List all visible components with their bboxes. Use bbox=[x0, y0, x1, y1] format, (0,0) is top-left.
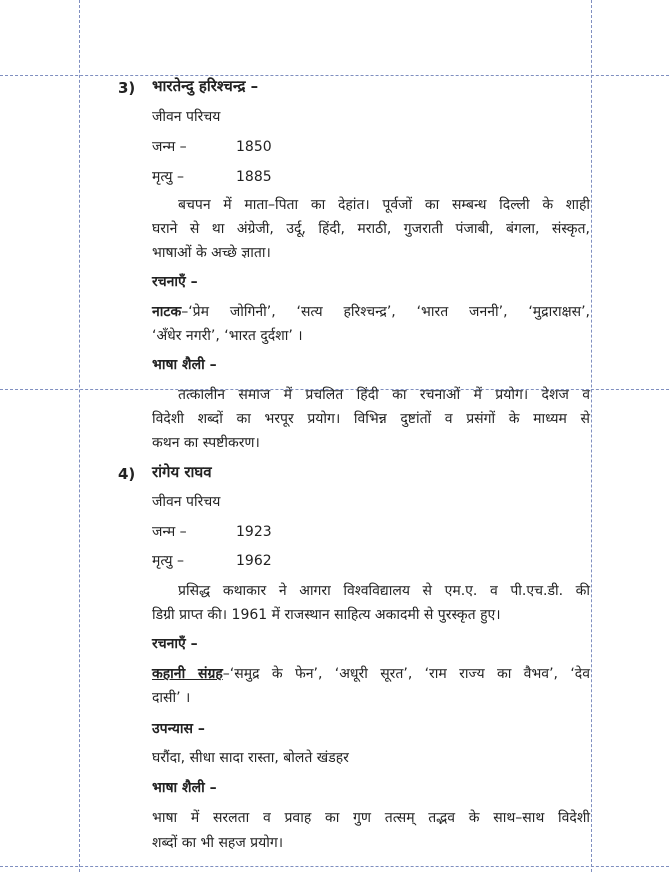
novel-list: घरौंदा, सीधा सादा रास्ता, बोलते खंडहर bbox=[152, 750, 349, 766]
drama-list: –‘प्रेम जोगिनी’, ‘सत्य हरिश्चन्द्र’, ‘भारत जननी’, ‘मुद्राराक्षस’, bbox=[181, 304, 590, 320]
stories-label: कहानी संग्रह bbox=[152, 666, 223, 682]
section-number: 3) bbox=[118, 79, 136, 97]
novel-heading: उपन्यास – bbox=[152, 721, 205, 737]
margin-guide-left bbox=[79, 0, 80, 872]
bio-line: घराने से था अंग्रेजी, उर्दू, हिंदी, मराठी, गुजराती पंजाबी, बंगला, संस्कृत, bbox=[152, 221, 590, 237]
death-year: 1885 bbox=[236, 169, 272, 185]
style-line: शब्दों का भी सहज प्रयोग। bbox=[152, 835, 284, 851]
stories-line bbox=[152, 664, 590, 684]
section-number: 4) bbox=[118, 465, 136, 483]
drama-line bbox=[152, 302, 590, 322]
birth-label: जन्म – bbox=[152, 139, 187, 155]
bio-line: भाषाओं के अच्छे ज्ञाता। bbox=[152, 245, 271, 261]
bio-line: प्रसिद्ध कथाकार ने आगरा विश्वविद्यालय से एम.ए. व पी.एच.डी. की bbox=[178, 583, 590, 599]
style-line: तत्कालीन समाज में प्रचलित हिंदी का रचनाओं में प्रयोग। देशज व bbox=[178, 387, 590, 403]
works-heading: रचनाएँ – bbox=[152, 636, 198, 652]
stories-line: दासी’ । bbox=[152, 690, 191, 706]
section-title: रांगेय राघव bbox=[152, 463, 212, 481]
death-label: मृत्यु – bbox=[152, 169, 185, 185]
style-heading: भाषा शैली – bbox=[152, 780, 217, 796]
bio-line: डिग्री प्राप्त की। 1961 में राजस्थान साहित्य अकादमी से पुरस्कृत हुए। bbox=[152, 607, 501, 623]
section-title: भारतेन्दु हरिश्चन्द्र – bbox=[152, 77, 259, 95]
drama-line: ‘अँधेर नगरी’, ‘भारत दुर्दशा’ । bbox=[152, 328, 303, 344]
birth-label: जन्म – bbox=[152, 524, 187, 540]
death-label: मृत्यु – bbox=[152, 553, 185, 569]
works-heading: रचनाएँ – bbox=[152, 274, 198, 290]
margin-guide-top bbox=[0, 75, 669, 76]
margin-guide-bottom bbox=[0, 866, 669, 867]
life-intro-label: जीवन परिचय bbox=[152, 109, 221, 125]
birth-year: 1923 bbox=[236, 524, 272, 540]
stories-list: –‘समुद्र के फेन’, ‘अधूरी सूरत’, ‘राम राज्य का वैभव’, ‘देव bbox=[222, 666, 590, 682]
style-heading: भाषा शैली – bbox=[152, 357, 217, 373]
birth-year: 1850 bbox=[236, 139, 272, 155]
bio-line: बचपन में माता–पिता का देहांत। पूर्वजों का सम्बन्ध दिल्ली के शाही bbox=[178, 197, 590, 213]
style-line: विदेशी शब्दों का भरपूर प्रयोग। विभिन्न दुष्टांतों व प्रसंगों के माध्यम से bbox=[152, 411, 590, 427]
drama-label: नाटक bbox=[152, 304, 182, 320]
margin-guide-right bbox=[591, 0, 592, 872]
style-line: भाषा में सरलता व प्रवाह का गुण तत्सम् तद्भव के साथ–साथ विदेशी bbox=[152, 810, 590, 826]
style-line: कथन का स्पष्टीकरण। bbox=[152, 435, 260, 451]
life-intro-label: जीवन परिचय bbox=[152, 494, 221, 510]
death-year: 1962 bbox=[236, 553, 272, 569]
